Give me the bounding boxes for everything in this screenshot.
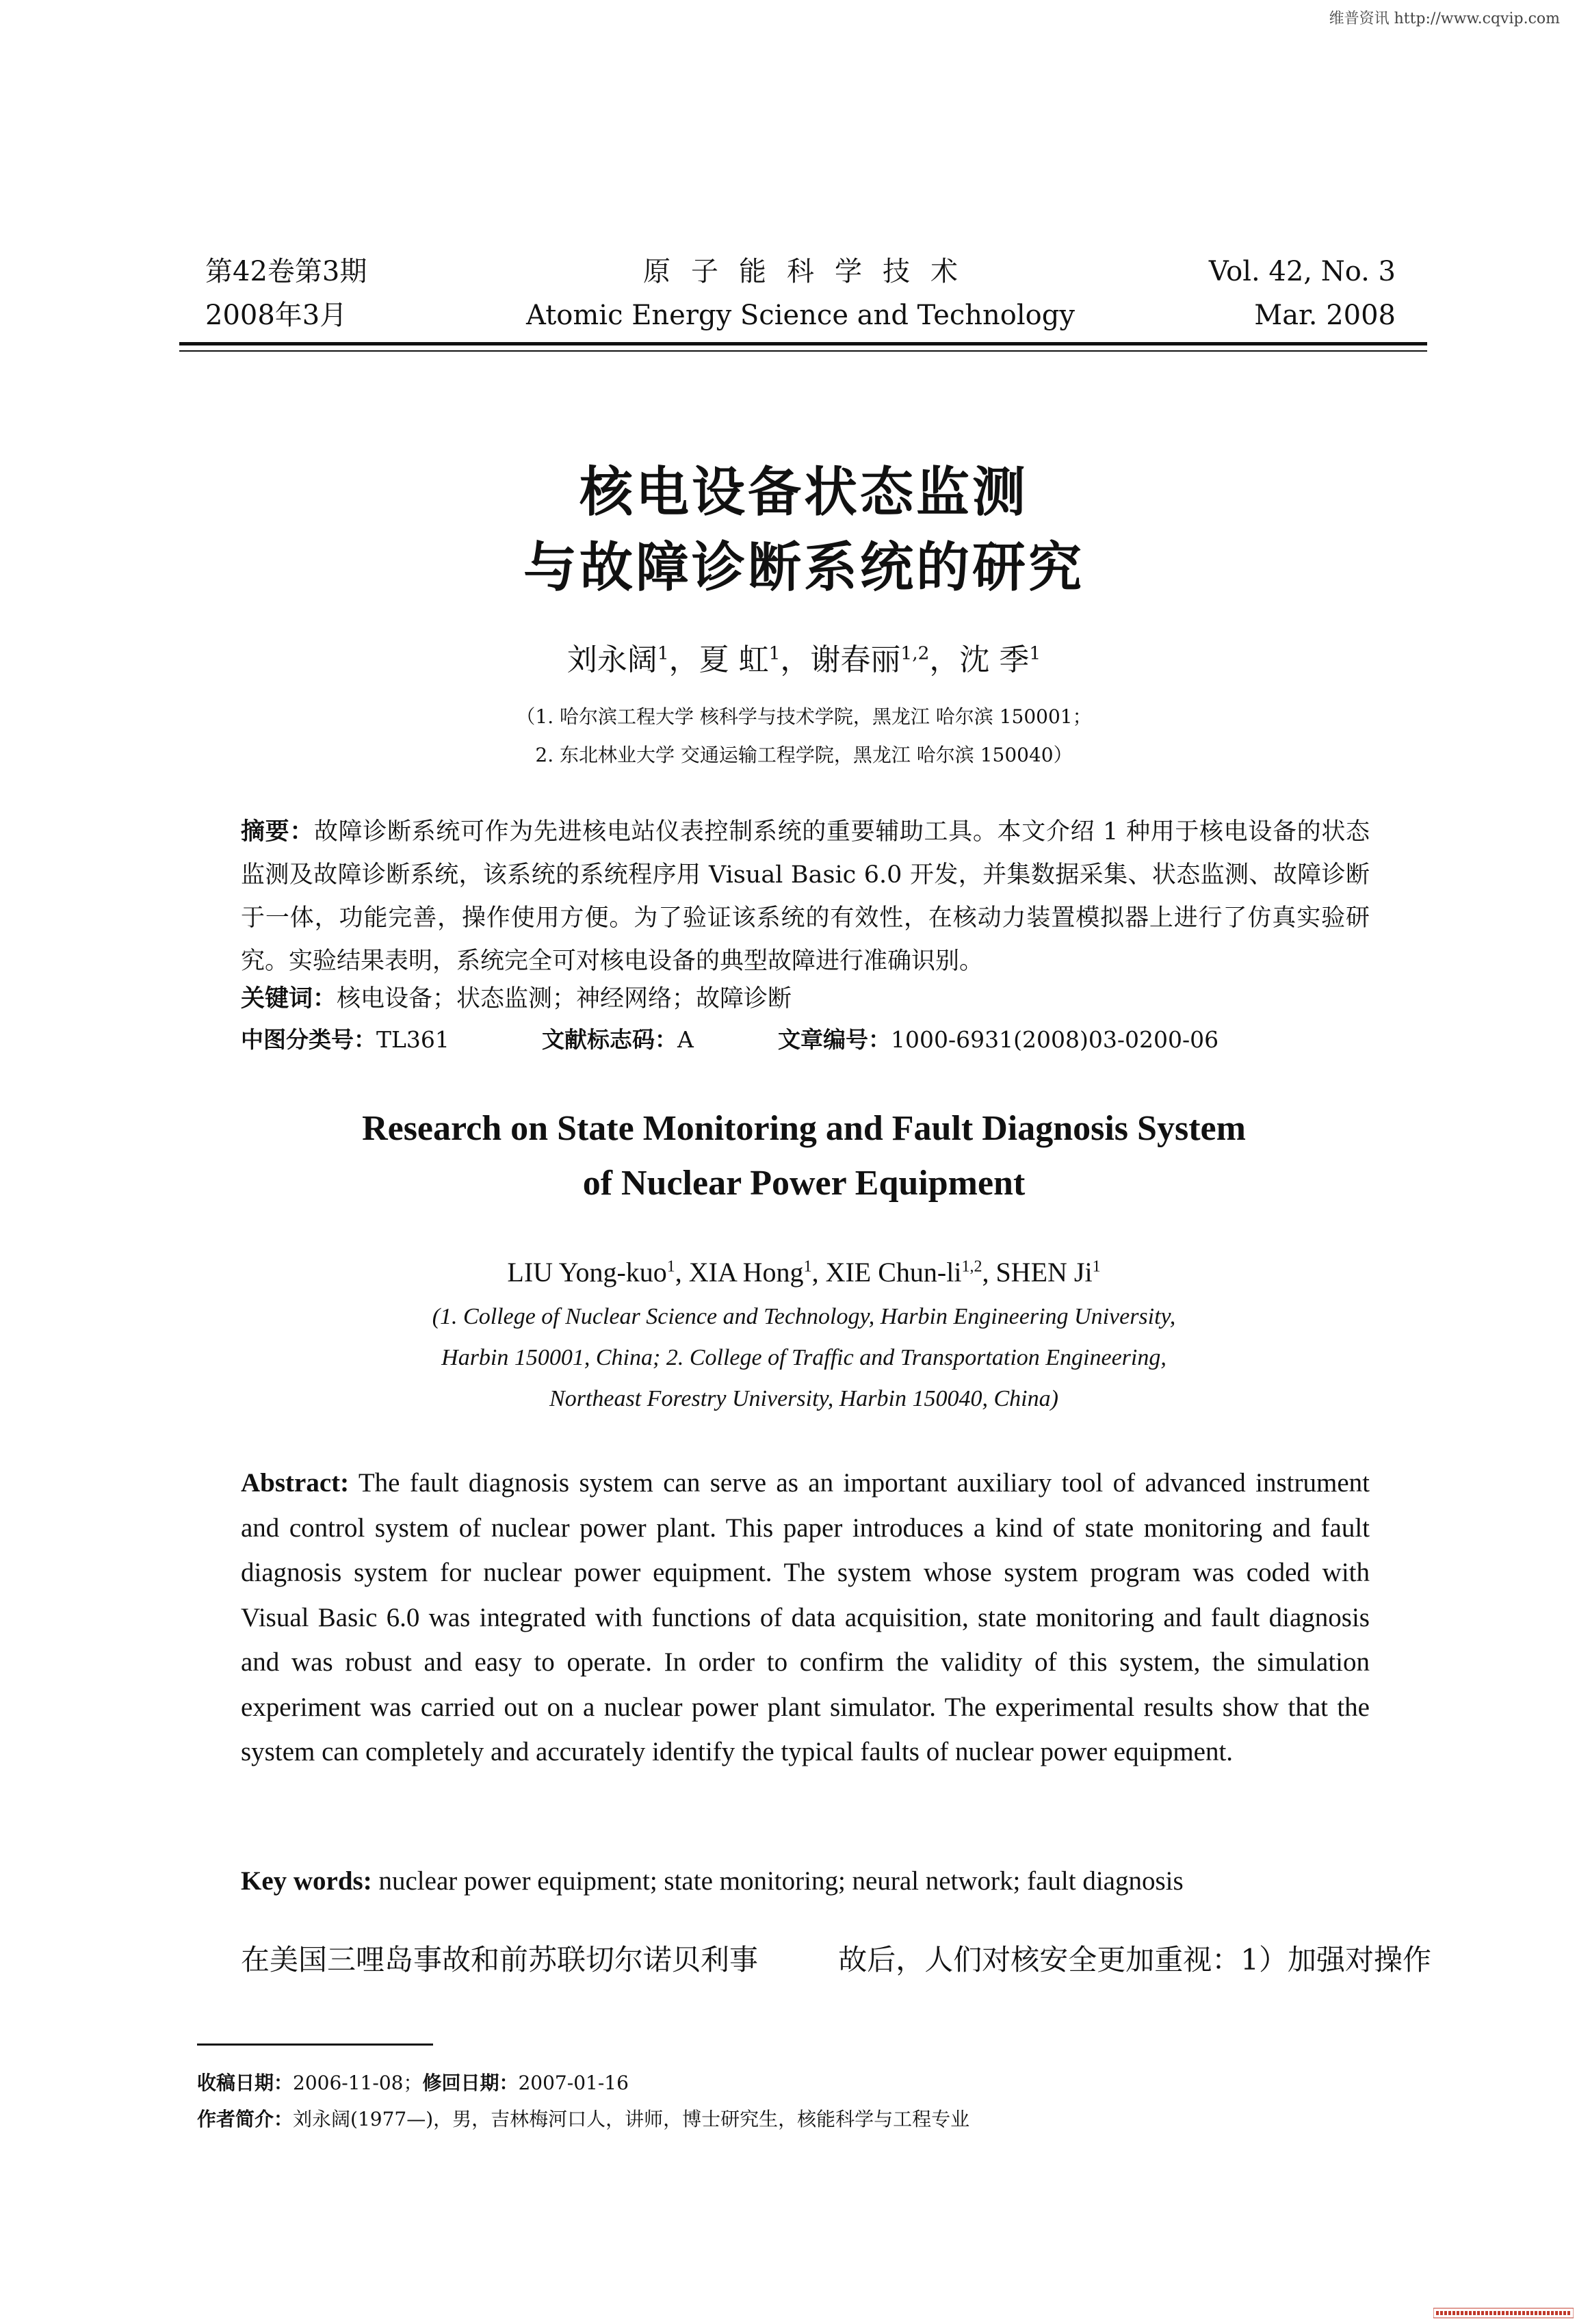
- revised-value: 2007-01-16: [518, 2072, 629, 2094]
- header-journal: [479, 250, 1122, 337]
- title-cn-line2: 与故障诊断系统的研究: [523, 537, 1084, 599]
- date-en: Mar. 2008: [1254, 300, 1396, 331]
- header-rule-thick: [179, 342, 1427, 345]
- watermark: 维普资讯 http://www.cqvip.com: [1329, 10, 1560, 27]
- received-label: 收稿日期：: [197, 2072, 294, 2094]
- body-text-right-column: 故后，人们对核安全更加重视：1）加强对操作: [838, 1943, 1431, 1976]
- affiliation-cn-line: 2. 东北林业大学 交通运输工程学院，黑龙江 哈尔滨 150040）: [535, 744, 1073, 766]
- author-cn: 刘永阔: [566, 642, 657, 677]
- clc-value: TL361: [376, 1026, 449, 1053]
- author-cn-sup: 1: [768, 642, 781, 664]
- keywords-en-label: Key words:: [241, 1866, 372, 1896]
- author-en-sup: 1,2: [961, 1257, 982, 1276]
- revised-label: 修回日期：: [422, 2072, 519, 2094]
- author-cn-sup: 1,2: [900, 642, 930, 664]
- received-value: 2006-11-08；: [293, 2072, 423, 2094]
- keywords-en-text: nuclear power equipment; state monitoring; neural network; fault diagnosis: [372, 1866, 1184, 1896]
- clc-label: 中图分类号：: [241, 1026, 376, 1053]
- author-cn-sup: 1: [657, 642, 669, 664]
- journal-name-en: Atomic Energy Science and Technology: [526, 300, 1075, 331]
- header-rule-thin: [179, 350, 1427, 352]
- abstract-en-text: The fault diagnosis system can serve as an important auxiliary tool of advanced instrument and control system of nuclear power plant. This paper introduces a kind of state monitoring and fault diagnosis system for nuclear power equipment. The system whose system program was coded with Visual Basic 6.0 was integrated with functions of data acquisition, state monitoring and fault diagnosis and was robust and easy to operate. In order to confirm the validity of this system, the simulation experiment was carried out on a nuclear power plant simulator. The experimental results show that the system can completely and accurately identify the typical faults of nuclear power equipment.: [241, 1468, 1370, 1766]
- body-text-left-column: 在美国三哩岛事故和前苏联切尔诺贝利事: [241, 1943, 759, 1976]
- author-cn: 夏 虹: [699, 642, 769, 677]
- author-en: LIU Yong-kuo: [507, 1257, 667, 1288]
- keywords-en: [241, 1861, 1404, 1902]
- date-cn: 2008年3月: [205, 300, 348, 331]
- author-cn-sup: 1: [1029, 642, 1041, 664]
- authors-cn: 刘永阔$^1$，夏 虹$^1$，谢春丽$^{1,2}$，沈 季$^1$: [566, 642, 1041, 677]
- journal-name-cn: 原子能科学技术: [643, 256, 978, 287]
- abstract-cn-label: 摘要：: [241, 818, 314, 846]
- keywords-cn-label: 关键词：: [241, 985, 337, 1013]
- title-en-line2: of Nuclear Power Equipment: [582, 1164, 1026, 1203]
- footnote-dates: [197, 2066, 629, 2100]
- affiliation-en-line: Northeast Forestry University, Harbin 150040, China): [549, 1386, 1058, 1411]
- title-en: [205, 1101, 1403, 1211]
- author-cn: 沈 季: [959, 642, 1030, 677]
- header-left: [205, 250, 367, 337]
- corner-logo-graphic: [1433, 2306, 1574, 2321]
- keywords-cn-text: 核电设备；状态监测；神经网络；故障诊断: [337, 985, 792, 1013]
- article-no-label: 文章编号：: [778, 1026, 891, 1053]
- abstract-cn: [241, 811, 1370, 983]
- bio-label: 作者简介：: [197, 2108, 294, 2130]
- author-en-sup: 1: [1092, 1257, 1101, 1276]
- author-en: XIE Chun-li: [825, 1257, 962, 1288]
- classification-line: [241, 1019, 1404, 1060]
- bio-value: 刘永阔(1977—)，男，吉林梅河口人，讲师，博士研究生，核能科学与工程专业: [293, 2108, 970, 2130]
- header-right: [1122, 250, 1396, 337]
- abstract-en: [241, 1461, 1370, 1775]
- affiliation-en-line: (1. College of Nuclear Science and Technology, Harbin Engineering University,: [432, 1304, 1176, 1329]
- volume-cn: 第42卷第3期: [205, 256, 367, 287]
- doc-code-value: A: [677, 1026, 694, 1053]
- article-no-value: 1000-6931(2008)03-0200-06: [891, 1026, 1219, 1053]
- body-text-line: [241, 1940, 1431, 1981]
- author-en-sup: 1: [666, 1257, 675, 1276]
- title-en-line1: Research on State Monitoring and Fault Diagnosis System: [362, 1109, 1246, 1148]
- affiliation-en-line: Harbin 150001, China; 2. College of Traffic and Transportation Engineering,: [441, 1345, 1167, 1370]
- title-cn-line1: 核电设备状态监测: [579, 462, 1028, 523]
- keywords-cn: [241, 978, 1370, 1019]
- volume-en: Vol. 42, No. 3: [1208, 256, 1396, 287]
- abstract-en-label: Abstract:: [241, 1468, 350, 1498]
- author-en-sup: 1: [803, 1257, 812, 1276]
- title-cn: [205, 455, 1403, 605]
- doc-code-label: 文献标志码：: [542, 1026, 677, 1053]
- author-en: SHEN Ji: [995, 1257, 1093, 1288]
- footnote-author-bio: [197, 2102, 969, 2137]
- author-en: XIA Hong: [688, 1257, 804, 1288]
- corner-logo: [1433, 2306, 1574, 2321]
- affiliations-en: [205, 1296, 1403, 1420]
- abstract-cn-text: 故障诊断系统可作为先进核电站仪表控制系统的重要辅助工具。本文介绍 1 种用于核电设备的状态监测及故障诊断系统，该系统的系统程序用 Visual Basic 6.0 开发，并集数据采集、状态监测、故障诊断于一体，功能完善，操作使用方便。为了验证该系统的有效性，在核动力装置模拟器上进行了仿真实验研究。实验结果表明，系统完全可对核电设备的典型故障进行准确识别。: [241, 818, 1370, 975]
- footnote-rule: [197, 2044, 433, 2046]
- author-cn: 谢春丽: [810, 642, 901, 677]
- affiliation-cn-line: （1. 哈尔滨工程大学 核科学与技术学院，黑龙江 哈尔滨 150001；: [516, 705, 1092, 728]
- authors-en: LIU Yong-kuo$^1$, XIA Hong$^1$, XIE Chun-li$^{1,2}$, SHEN Ji$^1$: [507, 1257, 1101, 1288]
- affiliations-cn: [205, 698, 1403, 774]
